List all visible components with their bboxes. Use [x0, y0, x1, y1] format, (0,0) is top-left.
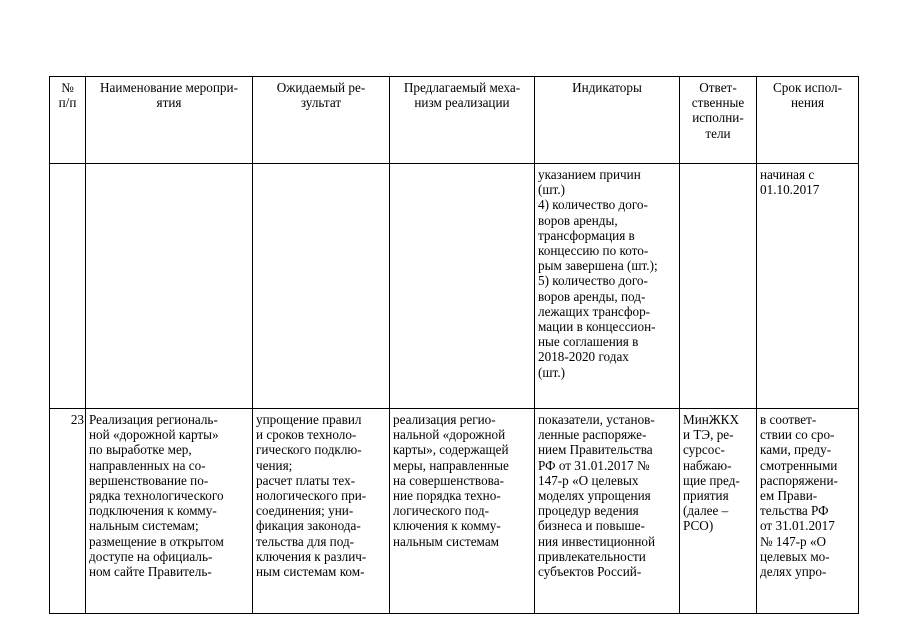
header-indicators: Индикаторы	[535, 77, 680, 164]
cell-expected-result: упрощение правил и сроков техноло- гического подклю- чения; расчет платы тех- нологического при- соединения; уни- фикация законода- тельства для под- ключения к различ- ным системам ком-	[253, 409, 390, 614]
cell-indicators: указанием причин (шт.) 4) количество дого- воров аренды, трансформация в концессию по кото- рым завершена (шт.); 5) количество дого- воров аренды, под- лежащих трансфор- мации в концессион- ные соглашения в 2018-2020 годах (шт.)	[535, 164, 680, 409]
activities-table	[49, 76, 859, 614]
cell-responsible: МинЖКХ и ТЭ, ре- сурсос- набжаю- щие пред- приятия (далее – РСО)	[680, 409, 757, 614]
cell-mechanism: реализация регио- нальной «дорожной карты», содержащей меры, направленные на совершенствова- ние порядка техно- логического под- ключения к комму- нальным системам	[390, 409, 535, 614]
cell-mechanism	[390, 164, 535, 409]
header-number: № п/п	[50, 77, 86, 164]
cell-indicators: показатели, установ- ленные распоряже- нием Правительства РФ от 31.01.2017 № 147-р «О целевых моделях упрощения процедур ведения бизнеса и повыше- ния инвестиционной привлекательности субъектов Россий-	[535, 409, 680, 614]
header-activity-name: Наименование меропри- ятия	[86, 77, 253, 164]
cell-responsible	[680, 164, 757, 409]
header-deadline: Срок испол- нения	[757, 77, 859, 164]
header-responsible: Ответ- ственные исполни- тели	[680, 77, 757, 164]
header-expected-result: Ожидаемый ре- зультат	[253, 77, 390, 164]
cell-number	[50, 164, 86, 409]
cell-activity-name: Реализация региональ- ной «дорожной карты» по выработке мер, направленных на со- вершенствование по- рядка технологического подключения к комму- нальным системам; размещение в открытом доступе на официаль- ном сайте Правитель-	[86, 409, 253, 614]
cell-deadline: в соответ- ствии со сро- ками, преду- смотренными распоряжени- ем Прави- тельства РФ от 31.01.2017 № 147-р «О целевых мо- делях упро-	[757, 409, 859, 614]
cell-deadline: начиная с 01.10.2017	[757, 164, 859, 409]
cell-expected-result	[253, 164, 390, 409]
header-mechanism: Предлагаемый меха- низм реализации	[390, 77, 535, 164]
table-row	[50, 164, 859, 409]
table-row	[50, 409, 859, 614]
table-header-row	[50, 77, 859, 164]
cell-activity-name	[86, 164, 253, 409]
cell-number: 23	[50, 409, 86, 614]
